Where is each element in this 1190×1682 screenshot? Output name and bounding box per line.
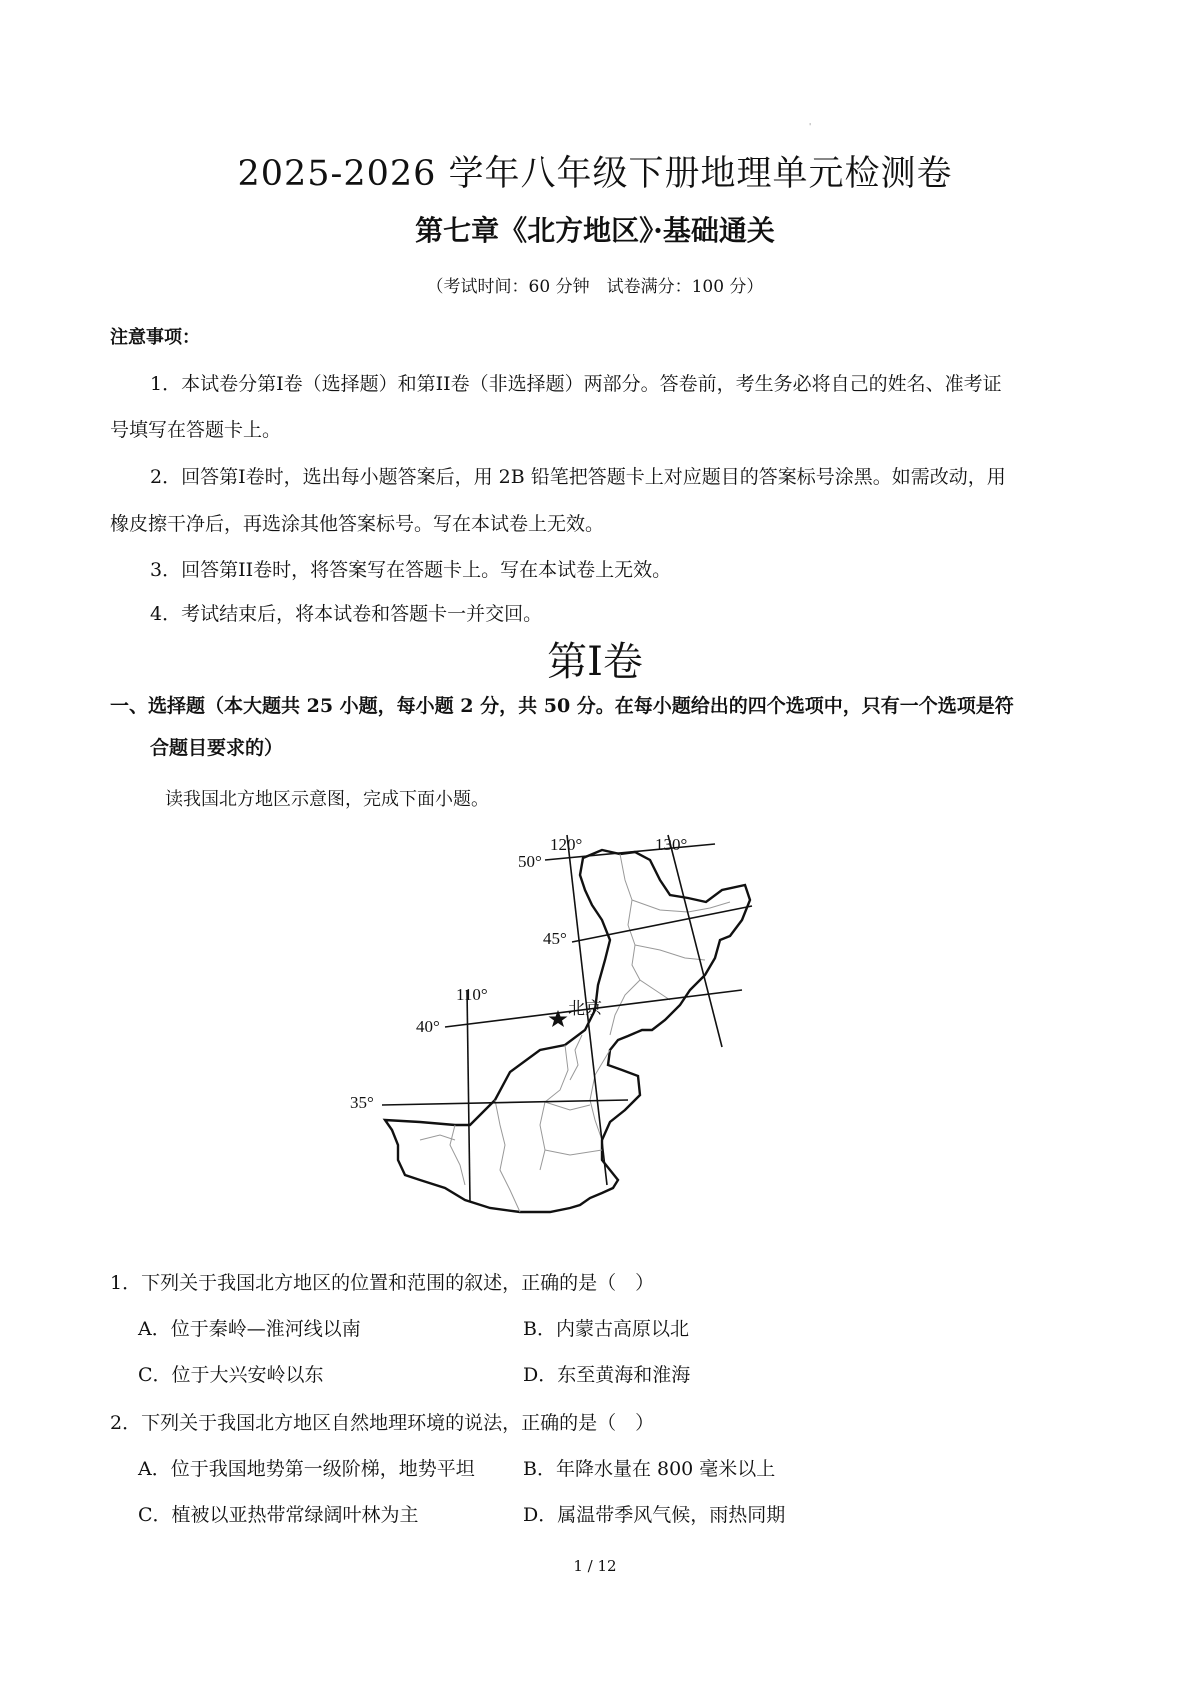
q2-option-a[interactable]: A．位于我国地势第一级阶梯，地势平坦 [138,1458,475,1480]
exam-info: （考试时间：60 分钟 试卷满分：100 分） [426,277,764,297]
header-mark: ' [809,122,812,131]
label-lat-50: 50° [518,852,542,871]
label-lon-130: 130° [655,835,688,854]
label-lon-120: 120° [550,835,583,854]
q2-option-c[interactable]: C．植被以亚热带常绿阔叶林为主 [138,1504,419,1526]
q2-option-b[interactable]: B．年降水量在 800 毫米以上 [523,1458,776,1480]
q1-option-b[interactable]: B．内蒙古高原以北 [523,1318,689,1340]
meridians [467,835,722,1202]
meridian-130 [668,835,722,1047]
north-china-map [350,835,810,1240]
section-heading: 一、选择题（本大题共 25 小题，每小题 2 分，共 50 分。在每小题给出的四个选项中，只有一个选项是符 [110,695,1014,717]
page-number: 1 / 12 [573,1557,617,1575]
question-intro: 读我国北方地区示意图，完成下面小题。 [165,789,489,810]
page-title: 2025-2026 学年八年级下册地理单元检测卷 [237,154,953,194]
label-lat-45: 45° [543,929,567,948]
q1-stem: 1．下列关于我国北方地区的位置和范围的叙述，正确的是（ ） [110,1272,655,1294]
q1-option-c[interactable]: C．位于大兴安岭以东 [138,1364,324,1386]
notice-item-3: 3．回答第II卷时，将答案写在答题卡上。写在本试卷上无效。 [150,559,672,581]
q2-stem: 2．下列关于我国北方地区自然地理环境的说法，正确的是（ ） [110,1412,655,1434]
meridian-110 [467,990,470,1202]
q1-option-d[interactable]: D．东至黄海和淮海 [523,1364,691,1386]
q1-option-a[interactable]: A．位于秦岭—淮河线以南 [138,1318,361,1340]
part-title: 第I卷 [547,639,643,685]
notice-item-1-cont: 号填写在答题卡上。 [110,419,282,441]
notice-item-4: 4．考试结束后，将本试卷和答题卡一并交回。 [150,603,543,625]
label-lon-110: 110° [456,985,488,1004]
notice-item-2: 2．回答第I卷时，选出每小题答案后，用 2B 铅笔把答题卡上对应题目的答案标号涂黑。如需改动，用 [150,466,1006,488]
q2-option-d[interactable]: D．属温带季风气候，雨热同期 [523,1504,786,1526]
label-beijing: 北京 [568,999,602,1018]
section-heading-cont: 合题目要求的） [150,737,284,759]
notice-item-1: 1．本试卷分第I卷（选择题）和第II卷（非选择题）两部分。答卷前，考生务必将自己的姓名、准考证 [150,373,1002,395]
label-lat-35: 35° [350,1093,374,1112]
notice-heading: 注意事项： [110,327,200,348]
label-lat-40: 40° [416,1017,440,1036]
notice-item-2-cont: 橡皮擦干净后，再选涂其他答案标号。写在本试卷上无效。 [110,513,605,535]
parallel-45 [572,906,752,942]
page-subtitle: 第七章《北方地区》·基础通关 [415,214,775,247]
